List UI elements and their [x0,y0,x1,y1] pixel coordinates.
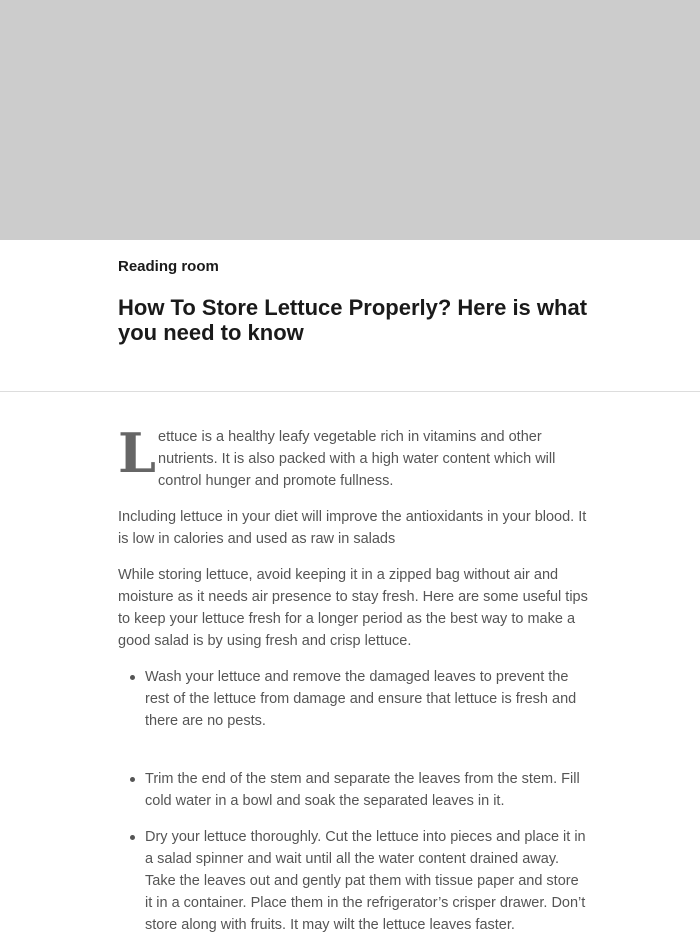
list-item: Trim the end of the stem and separate the leaves from the stem. Fill cold water in a bowl and soak the separated leaves in it. [118,768,588,812]
tips-list [118,666,588,936]
category-label[interactable]: Reading room [118,258,219,275]
paragraph: While storing lettuce, avoid keeping it in a zipped bag without air and moisture as it needs air presence to stay fresh. Here are some useful tips to keep your lettuce fresh for a longer period as the best way to make a good salad is by using fresh and crisp lettuce. [118,567,588,649]
list-item: Wash your lettuce and remove the damaged leaves to prevent the rest of the lettuce from damage and ensure that lettuce is fresh and there are no pests. [118,666,588,732]
lead-paragraph [118,421,588,492]
paragraph: Including lettuce in your diet will improve the antioxidants in your blood. It is low in calories and used as raw in salads [118,509,587,547]
page-title: How To Store Lettuce Properly? Here is what you need to know [118,295,588,345]
hero-image-placeholder [0,0,700,240]
list-item: Dry your lettuce thoroughly. Cut the lettuce into pieces and place it in a salad spinner and wait until all the water content drained away. Take the leaves out and gently pat them with tissue paper and store it in a container. Place them in the refrigerator’s crisper drawer. Don’t store along with fruits. It may wilt the lettuce leaves faster. [118,826,588,936]
drop-cap: L [118,421,156,485]
article-header [118,258,588,345]
article-body [118,421,588,950]
header-divider [0,391,700,392]
lead-text: ettuce is a healthy leafy vegetable rich in vitamins and other nutrients. It is also packed with a high water content which will control hunger and promote fullness. [158,429,556,489]
